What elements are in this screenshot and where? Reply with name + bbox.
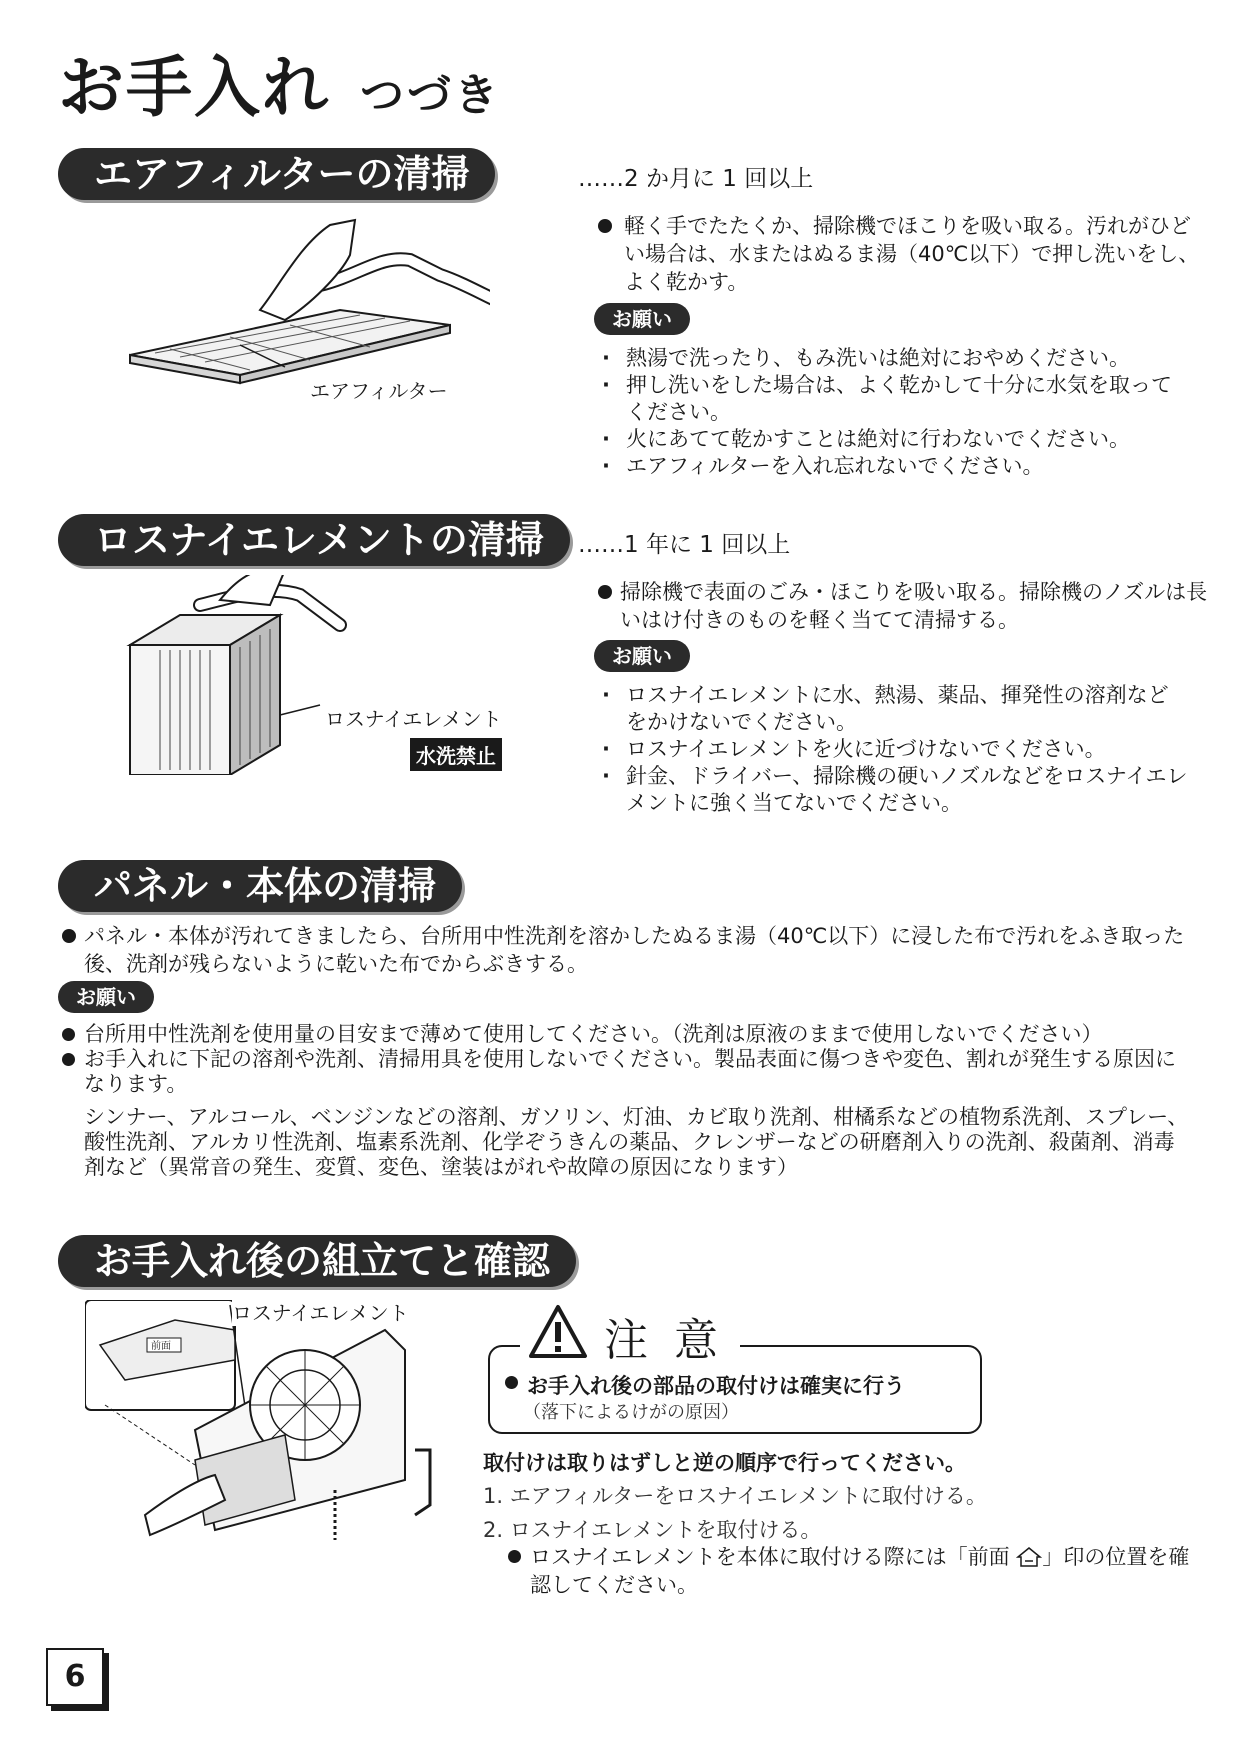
bullet-icon	[508, 1550, 521, 1563]
bullet-icon	[598, 585, 612, 599]
panel-onegai-badge: お願い	[58, 981, 154, 1013]
step-note-before: ロスナイエレメントを本体に取付ける際には「前面	[530, 1545, 1017, 1569]
panel-heading: パネル・本体の清掃	[58, 860, 462, 912]
caution-text-value: お手入れ後の部品の取付けは確実に行う	[527, 1374, 905, 1398]
list-item: · ロスナイエレメントを火に近づけないでください。	[598, 736, 1188, 763]
bullet-icon	[598, 219, 612, 233]
air-filter-frequency: ……2 か月に 1 回以上	[578, 166, 814, 192]
assembly-heading: お手入れ後の組立てと確認	[58, 1235, 576, 1287]
warning-triangle-icon	[528, 1304, 588, 1360]
caution-title: 注 意	[604, 1315, 724, 1366]
lossnay-instruction	[598, 578, 1210, 634]
list-item: 台所用中性洗剤を使用量の目安まで薄めて使用してください。（洗剤は原液のままで使用しないでください）	[60, 1022, 1190, 1047]
panel-instruction	[60, 922, 1214, 978]
assembly-step-1: 1. エアフィルターをロスナイエレメントに取付ける。	[483, 1484, 987, 1508]
panel-detail: シンナー、アルコール、ベンジンなどの溶剤、ガソリン、灯油、カビ取り洗剤、柑橘系などの植物系洗剤、スプレー、酸性洗剤、アルカリ性洗剤、塩素系洗剤、化学ぞうきんの薬品、クレンザーなどの研磨剤入りの洗剤、殺菌剤、消毒剤など（異常音の発生、変質、変色、塗装はがれや故障の原因になります）	[84, 1105, 1189, 1179]
no-wash-tag: 水洗禁止	[410, 738, 502, 771]
air-filter-instruction-text: 軽く手でたたくか、掃除機でほこりを吸い取る。汚れがひどい場合は、水またはぬるま湯（40℃以下）で押し洗いをし、よく乾かす。	[624, 214, 1200, 294]
page-title	[58, 49, 501, 126]
title-main: お手入れ	[58, 49, 330, 126]
bullet-icon	[505, 1376, 518, 1389]
air-filter-notes	[598, 345, 1188, 480]
air-filter-onegai-badge: お願い	[594, 303, 690, 335]
list-item: · 火にあてて乾かすことは絶対に行わないでください。	[598, 426, 1188, 453]
air-filter-heading: エアフィルターの清掃	[58, 148, 495, 200]
lossnay-illustration	[120, 575, 380, 775]
list-item: · 針金、ドライバー、掃除機の硬いノズルなどをロスナイエレメントに強く当てないでください。	[598, 763, 1188, 817]
lossnay-frequency: ……1 年に 1 回以上	[578, 532, 791, 558]
front-tag-text: 前面	[151, 1341, 171, 1352]
caution-subtext: （落下によるけがの原因）	[523, 1402, 739, 1423]
front-mark-icon	[1016, 1546, 1042, 1568]
lossnay-instruction-text: 掃除機で表面のごみ・ほこりを吸い取る。掃除機のノズルは長いはけ付きのものを軽く当てて清掃する。	[620, 580, 1208, 632]
air-filter-label: エアフィルター	[310, 379, 448, 403]
assembly-step-note	[508, 1543, 1210, 1599]
assembly-illustration	[85, 1300, 455, 1540]
assembly-intro: 取付けは取りはずしと逆の順序で行ってください。	[483, 1451, 966, 1475]
lossnay-notes	[598, 682, 1188, 817]
lossnay-label: ロスナイエレメント	[325, 707, 502, 731]
list-item: · ロスナイエレメントに水、熱湯、薬品、揮発性の溶剤などをかけないでください。	[598, 682, 1188, 736]
panel-instruction-text: パネル・本体が汚れてきましたら、台所用中性洗剤を溶かしたぬるま湯（40℃以下）に浸した布で汚れをふき取った後、洗剤が残らないように乾いた布でからぶきする。	[84, 924, 1185, 976]
assembly-figure-label: ロスナイエレメント	[232, 1297, 409, 1326]
bullet-icon	[62, 929, 76, 943]
title-continued: つづき	[360, 70, 501, 121]
list-item: · 熱湯で洗ったり、もみ洗いは絶対におやめください。	[598, 345, 1188, 372]
assembly-step-2: 2. ロスナイエレメントを取付ける。	[483, 1518, 822, 1542]
list-item: · 押し洗いをした場合は、よく乾かして十分に水気を取ってください。	[598, 372, 1188, 426]
panel-notes	[60, 1022, 1190, 1097]
lossnay-heading: ロスナイエレメントの清掃	[58, 514, 570, 566]
step-note-after: 」印の位置を確認してください。	[530, 1545, 1190, 1597]
air-filter-instruction	[598, 212, 1204, 296]
caution-header	[520, 1300, 740, 1366]
list-item: お手入れに下記の溶剤や洗剤、清掃用具を使用しないでください。製品表面に傷つきや変色、割れが発生する原因になります。	[60, 1047, 1190, 1097]
lossnay-onegai-badge: お願い	[594, 640, 690, 672]
page-number: 6	[46, 1648, 104, 1706]
list-item: · エアフィルターを入れ忘れないでください。	[598, 453, 1188, 480]
caution-text	[505, 1370, 997, 1400]
